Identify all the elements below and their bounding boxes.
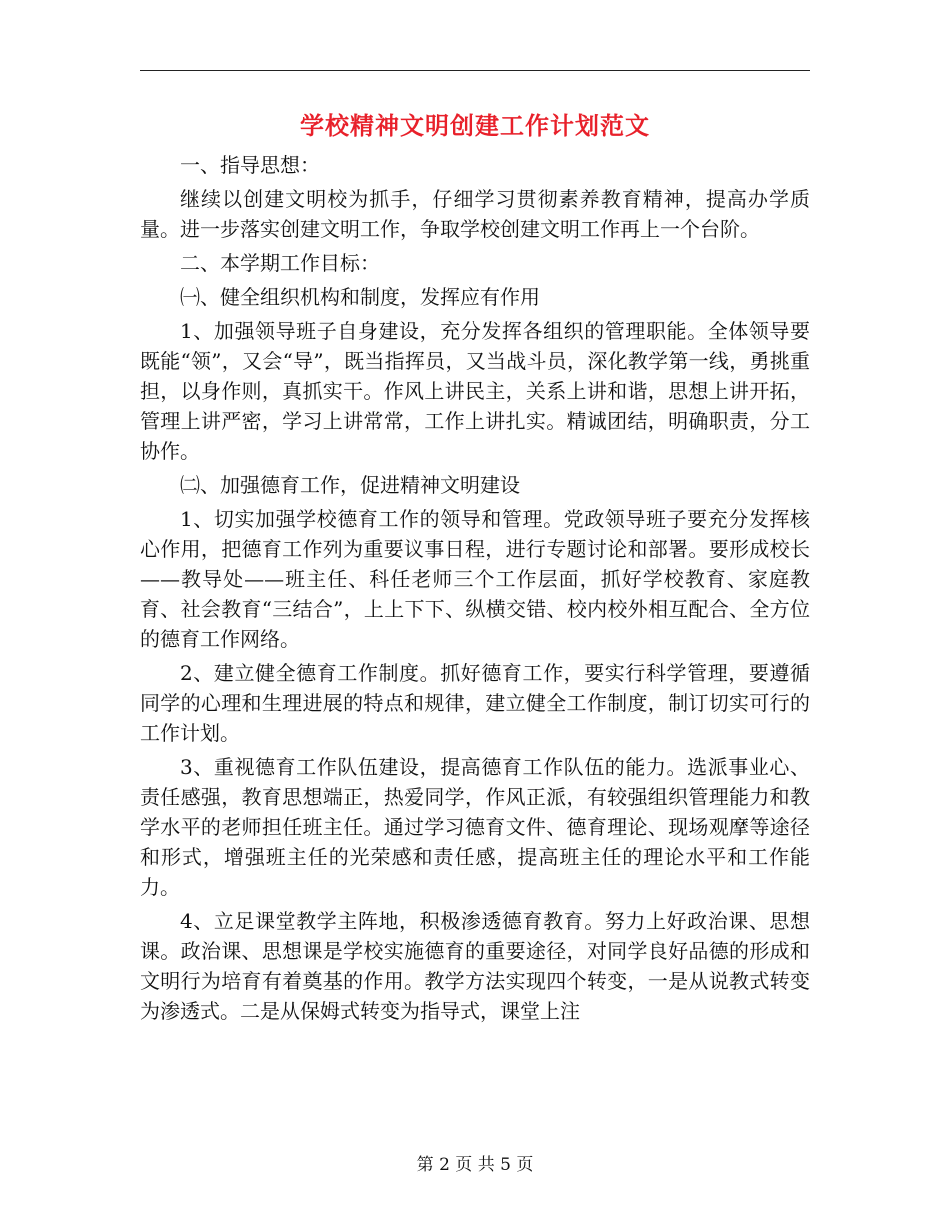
document-title: 学校精神文明创建工作计划范文 [300,111,650,140]
document-body [140,150,810,1030]
body-paragraph: 继续以创建文明校为抓手，仔细学习贯彻素养教育精神，提高办学质量。进一步落实创建文明工作，争取学校创建文明工作再上一个台阶。 [140,187,810,241]
body-paragraph: 1、加强领导班子自身建设，充分发挥各组织的管理职能。全体领导要既能“领”，又会“导”，既当指挥员，又当战斗员，深化教学第一线，勇挑重担，以身作则，真抓实干。作风上讲民主，关系上讲和谐，思想上讲开拓，管理上讲严密，学习上讲常常，工作上讲扎实。精诚团结，明确职责，分工协作。 [140,319,810,463]
page-number-footer: 第 2 页 共 5 页 [416,1155,534,1175]
subsection-heading: ㈠、健全组织机构和制度，发挥应有作用 [180,285,540,309]
subsection-heading: ㈡、加强德育工作，促进精神文明建设 [180,473,520,497]
section-heading-guiding-thought: 一、指导思想： [180,153,320,177]
section-heading-goals: 二、本学期工作目标： [180,251,380,275]
body-paragraph: 3、重视德育工作队伍建设，提高德育工作队伍的能力。选派事业心、责任感强，教育思想端正，热爱同学，作风正派，有较强组织管理能力和教学水平的老师担任班主任。通过学习德育文件、德育理论、现场观摩等途径和形式，增强班主任的光荣感和责任感，提高班主任的理论水平和工作能力。 [140,755,810,899]
body-paragraph: 2、建立健全德育工作制度。抓好德育工作，要实行科学管理，要遵循同学的心理和生理进展的特点和规律，建立健全工作制度，制订切实可行的工作计划。 [140,661,810,745]
body-paragraph: 1、切实加强学校德育工作的领导和管理。党政领导班子要充分发挥核心作用，把德育工作列为重要议事日程，进行专题讨论和部署。要形成校长——教导处——班主任、科任老师三个工作层面，抓好学校教育、家庭教育、社会教育“三结合”，上上下下、纵横交错、校内校外相互配合、全方位的德育工作网络。 [140,507,810,651]
header-rule [140,70,810,71]
body-paragraph: 4、立足课堂教学主阵地，积极渗透德育教育。努力上好政治课、思想课。政治课、思想课是学校实施德育的重要途径，对同学良好品德的形成和文明行为培育有着奠基的作用。教学方法实现四个转变，一是从说教式转变为渗透式。二是从保姆式转变为指导式，课堂上注 [140,909,810,1023]
